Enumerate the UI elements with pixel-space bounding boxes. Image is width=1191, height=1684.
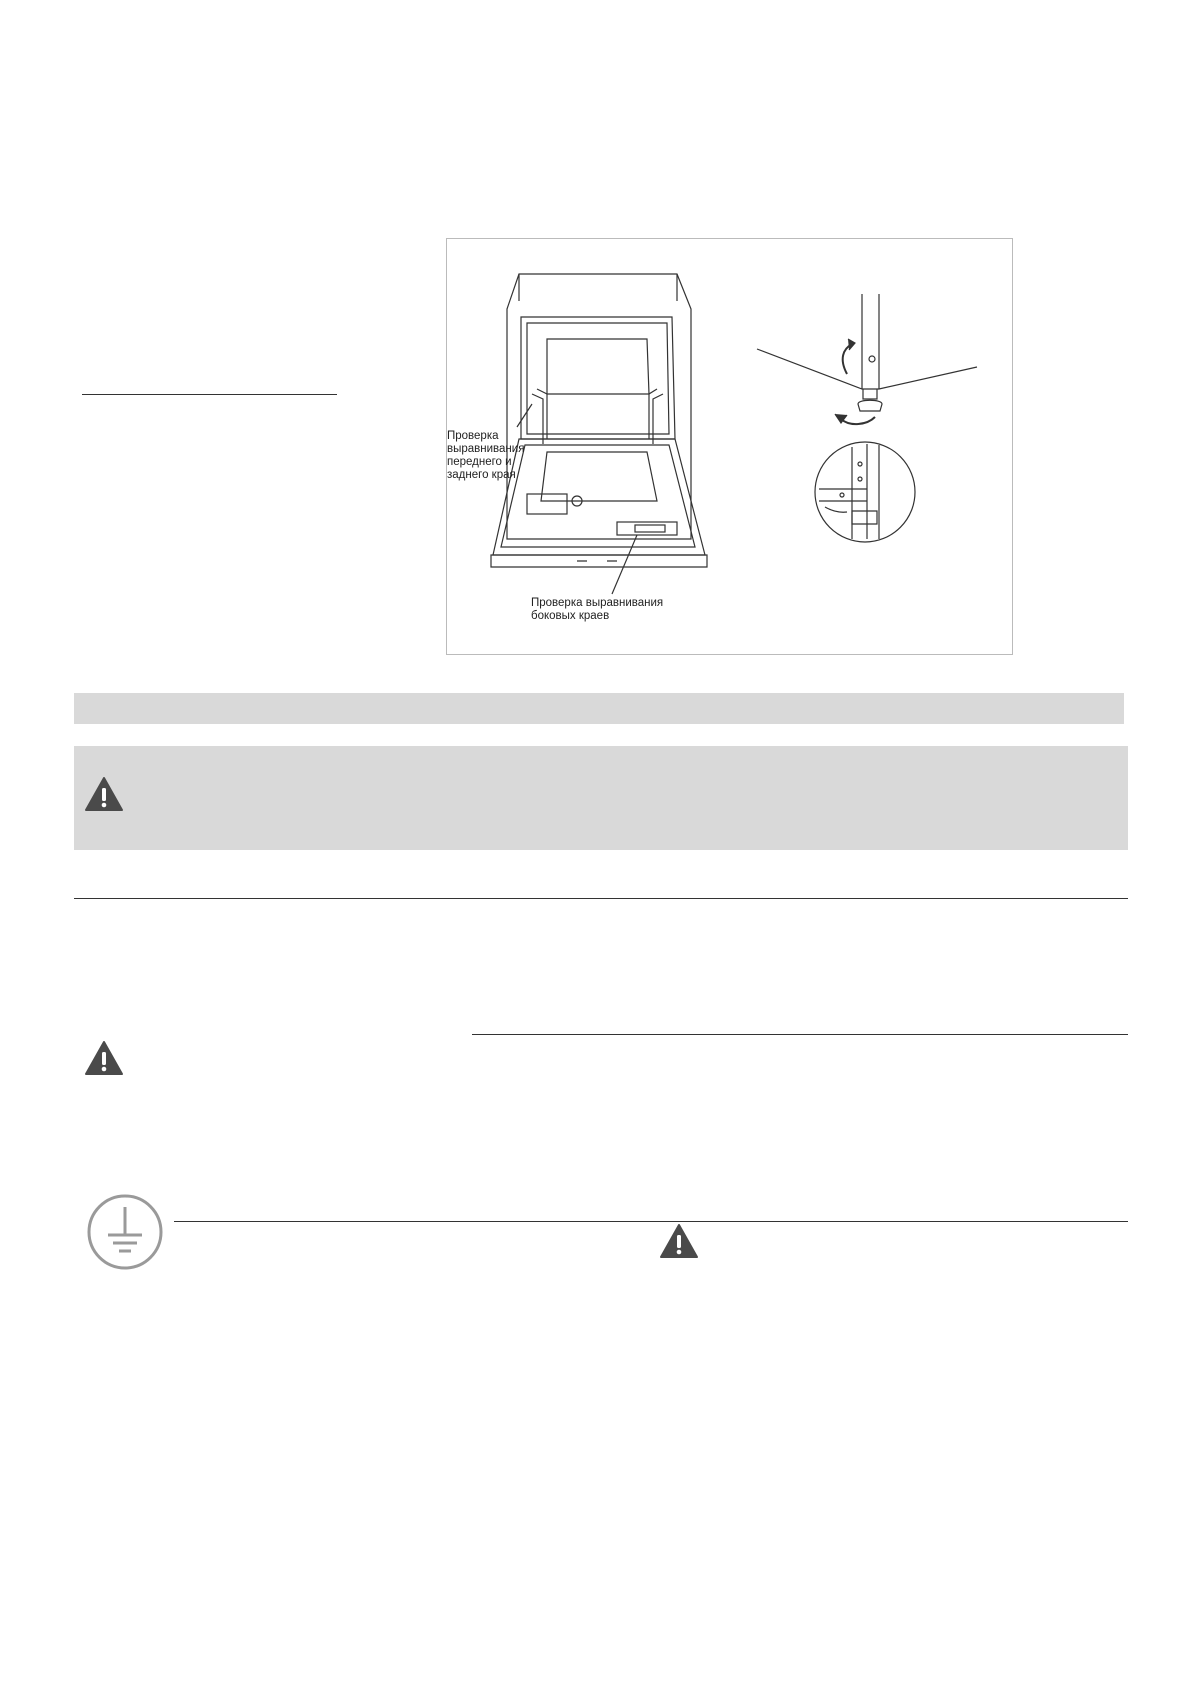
section-divider bbox=[74, 898, 1128, 899]
label-line: заднего края bbox=[447, 469, 516, 481]
section-heading-rule-2 bbox=[472, 1034, 1128, 1035]
warning-box bbox=[74, 746, 1128, 850]
leveling-figure bbox=[446, 238, 1013, 655]
section-heading-rule-3 bbox=[174, 1221, 1128, 1222]
dishwasher-illustration bbox=[447, 239, 1012, 654]
label-line: Проверка выравнивания bbox=[531, 597, 664, 609]
label-line: переднего и bbox=[447, 456, 512, 468]
section-header-bar bbox=[74, 693, 1124, 724]
label-line: боковых краев bbox=[531, 610, 610, 622]
label-side-leveling bbox=[531, 597, 663, 623]
label-line: выравнивания bbox=[447, 443, 525, 455]
label-line: Проверка bbox=[447, 430, 499, 442]
label-front-back-leveling bbox=[447, 430, 524, 482]
warning-triangle-icon bbox=[84, 776, 124, 812]
section-heading-rule-1 bbox=[82, 394, 337, 395]
warning-triangle-icon bbox=[659, 1223, 699, 1259]
ground-symbol-icon bbox=[86, 1193, 164, 1271]
warning-triangle-icon bbox=[84, 1040, 124, 1076]
